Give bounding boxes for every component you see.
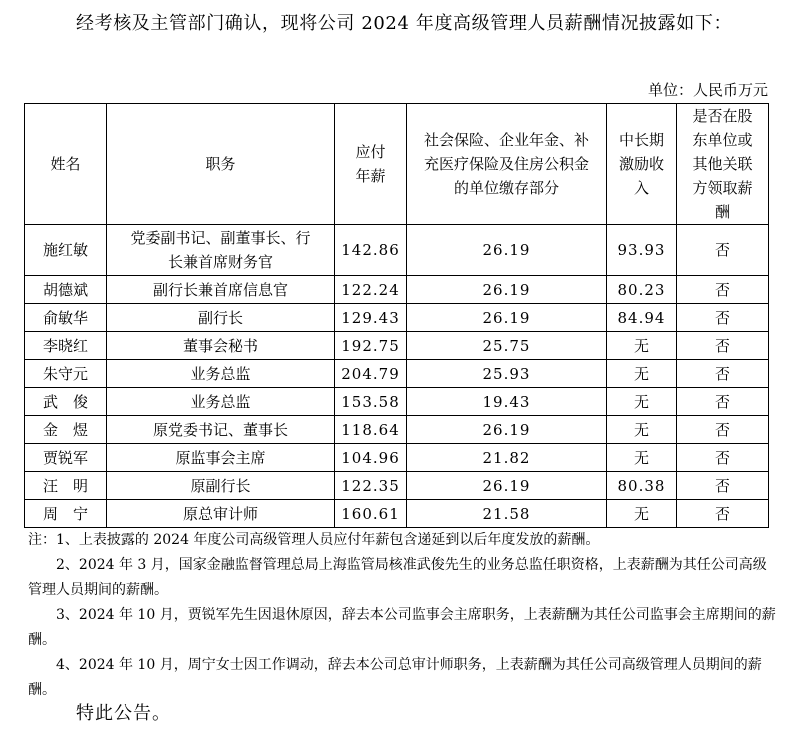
cell-insurance: 21.58 [407,500,607,528]
header-salary: 应付年薪 [335,104,407,225]
unit-label: 单位：人民币万元 [647,81,768,99]
cell-incentive: 无 [607,416,677,444]
cell-related: 否 [677,388,769,416]
cell-incentive: 80.23 [607,276,677,304]
header-related: 是否在股东单位或其他关联方领取薪酬 [677,104,769,225]
cell-incentive: 无 [607,444,677,472]
cell-salary: 122.24 [335,276,407,304]
note-1: 注：1、上表披露的 2024 年度公司高级管理人员应付年薪包含递延到以后年度发放的薪酬。 [28,532,600,548]
cell-position: 副行长 [107,304,335,332]
note-3: 3、2024 年 10 月，贾锐军先生因退休原因，辞去本公司监事会主席职务，上表薪酬为其任公司监事会主席期间的薪酬。 [28,607,776,648]
cell-salary: 160.61 [335,500,407,528]
cell-salary: 192.75 [335,332,407,360]
table-row [25,416,769,444]
cell-incentive: 80.38 [607,472,677,500]
cell-salary: 104.96 [335,444,407,472]
cell-related: 否 [677,304,769,332]
table-row [25,304,769,332]
cell-salary: 122.35 [335,472,407,500]
cell-name: 李晓红 [25,332,107,360]
note-4: 4、2024 年 10 月，周宁女士因工作调动，辞去本公司总审计师职务，上表薪酬为其任公司高级管理人员期间的薪酬。 [28,657,762,698]
cell-insurance: 26.19 [407,472,607,500]
table-row [25,360,769,388]
intro-paragraph: 经考核及主管部门确认，现将公司 2024 年度高级管理人员薪酬情况披露如下： [76,13,733,34]
cell-incentive: 93.93 [607,225,677,276]
closing-statement: 特此公告。 [76,703,171,724]
cell-insurance: 26.19 [407,225,607,276]
cell-salary: 204.79 [335,360,407,388]
cell-insurance: 26.19 [407,276,607,304]
header-incentive: 中长期激励收入 [607,104,677,225]
table-row [25,332,769,360]
cell-name: 施红敏 [25,225,107,276]
cell-insurance: 25.75 [407,332,607,360]
cell-incentive: 无 [607,332,677,360]
note-2: 2、2024 年 3 月，国家金融监督管理总局上海监管局核准武俊先生的业务总监任职资格，上表薪酬为其任公司高级管理人员期间的薪酬。 [28,557,767,598]
cell-position: 原监事会主席 [107,444,335,472]
cell-incentive: 无 [607,388,677,416]
table-row [25,388,769,416]
table-row [25,444,769,472]
cell-position: 董事会秘书 [107,332,335,360]
cell-insurance: 19.43 [407,388,607,416]
cell-salary: 118.64 [335,416,407,444]
header-position: 职务 [107,104,335,225]
cell-name: 武 俊 [25,388,107,416]
cell-position: 党委副书记、副董事长、行长兼首席财务官 [107,225,335,276]
cell-name: 金 煜 [25,416,107,444]
cell-related: 否 [677,360,769,388]
cell-insurance: 21.82 [407,444,607,472]
cell-insurance: 26.19 [407,304,607,332]
cell-salary: 129.43 [335,304,407,332]
cell-related: 否 [677,444,769,472]
table-row [25,276,769,304]
cell-name: 周 宁 [25,500,107,528]
notes-section [28,528,776,703]
table-row [25,472,769,500]
table-row [25,225,769,276]
cell-related: 否 [677,225,769,276]
compensation-table [24,103,769,528]
cell-position: 业务总监 [107,388,335,416]
cell-name: 汪 明 [25,472,107,500]
cell-incentive: 无 [607,500,677,528]
cell-related: 否 [677,276,769,304]
cell-position: 副行长兼首席信息官 [107,276,335,304]
cell-insurance: 26.19 [407,416,607,444]
cell-related: 否 [677,472,769,500]
cell-name: 贾锐军 [25,444,107,472]
table-header-row [25,104,769,225]
cell-related: 否 [677,500,769,528]
cell-related: 否 [677,416,769,444]
cell-salary: 153.58 [335,388,407,416]
cell-name: 俞敏华 [25,304,107,332]
cell-position: 原副行长 [107,472,335,500]
cell-salary: 142.86 [335,225,407,276]
cell-name: 胡德斌 [25,276,107,304]
cell-incentive: 无 [607,360,677,388]
cell-position: 原党委书记、董事长 [107,416,335,444]
cell-position: 原总审计师 [107,500,335,528]
cell-name: 朱守元 [25,360,107,388]
cell-insurance: 25.93 [407,360,607,388]
cell-incentive: 84.94 [607,304,677,332]
table-row [25,500,769,528]
header-name: 姓名 [25,104,107,225]
cell-position: 业务总监 [107,360,335,388]
cell-related: 否 [677,332,769,360]
header-insurance: 社会保险、企业年金、补充医疗保险及住房公积金的单位缴存部分 [407,104,607,225]
